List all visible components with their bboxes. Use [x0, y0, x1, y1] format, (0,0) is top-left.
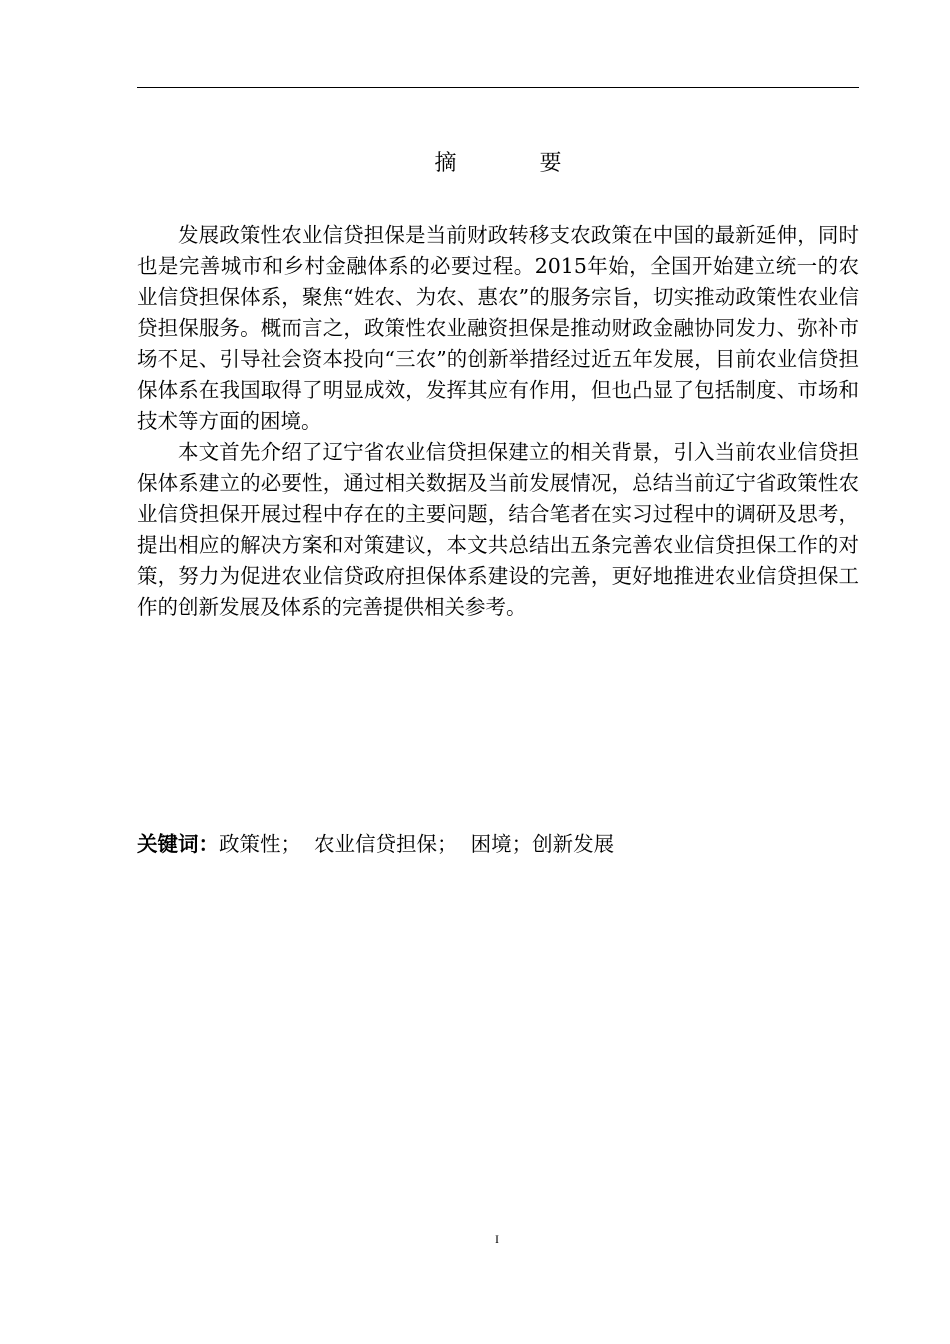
abstract-title: 摘 要: [434, 151, 600, 176]
keywords-line: [137, 829, 859, 860]
keywords-value: 政策性； 农业信贷担保； 困境；创新发展: [219, 832, 615, 856]
abstract-paragraph: 发展政策性农业信贷担保是当前财政转移支农政策在中国的最新延伸，同时也是完善城市和乡村金融体系的必要过程。2015年始，全国开始建立统一的农业信贷担保体系，聚焦“姓农、为农、惠农”的服务宗旨，切实推动政策性农业信贷担保服务。概而言之，政策性农业融资担保是推动财政金融协同发力、弥补市场不足、引导社会资本投向“三农”的创新举措经过近五年发展，目前农业信贷担保体系在我国取得了明显成效，发挥其应有作用，但也凸显了包括制度、市场和技术等方面的困境。: [137, 223, 859, 433]
abstract-body: [137, 220, 859, 623]
abstract-paragraph: 本文首先介绍了辽宁省农业信贷担保建立的相关背景，引入当前农业信贷担保体系建立的必要性，通过相关数据及当前发展情况，总结当前辽宁省政策性农业信贷担保开展过程中存在的主要问题，结合笔者在实习过程中的调研及思考，提出相应的解决方案和对策建议，本文共总结出五条完善农业信贷担保工作的对策，努力为促进农业信贷政府担保体系建设的完善，更好地推进农业信贷担保工作的创新发展及体系的完善提供相关参考。: [137, 440, 859, 619]
page-number: I: [495, 1232, 499, 1246]
header-rule: [137, 87, 859, 88]
keywords-label: 关键词：: [137, 832, 219, 856]
